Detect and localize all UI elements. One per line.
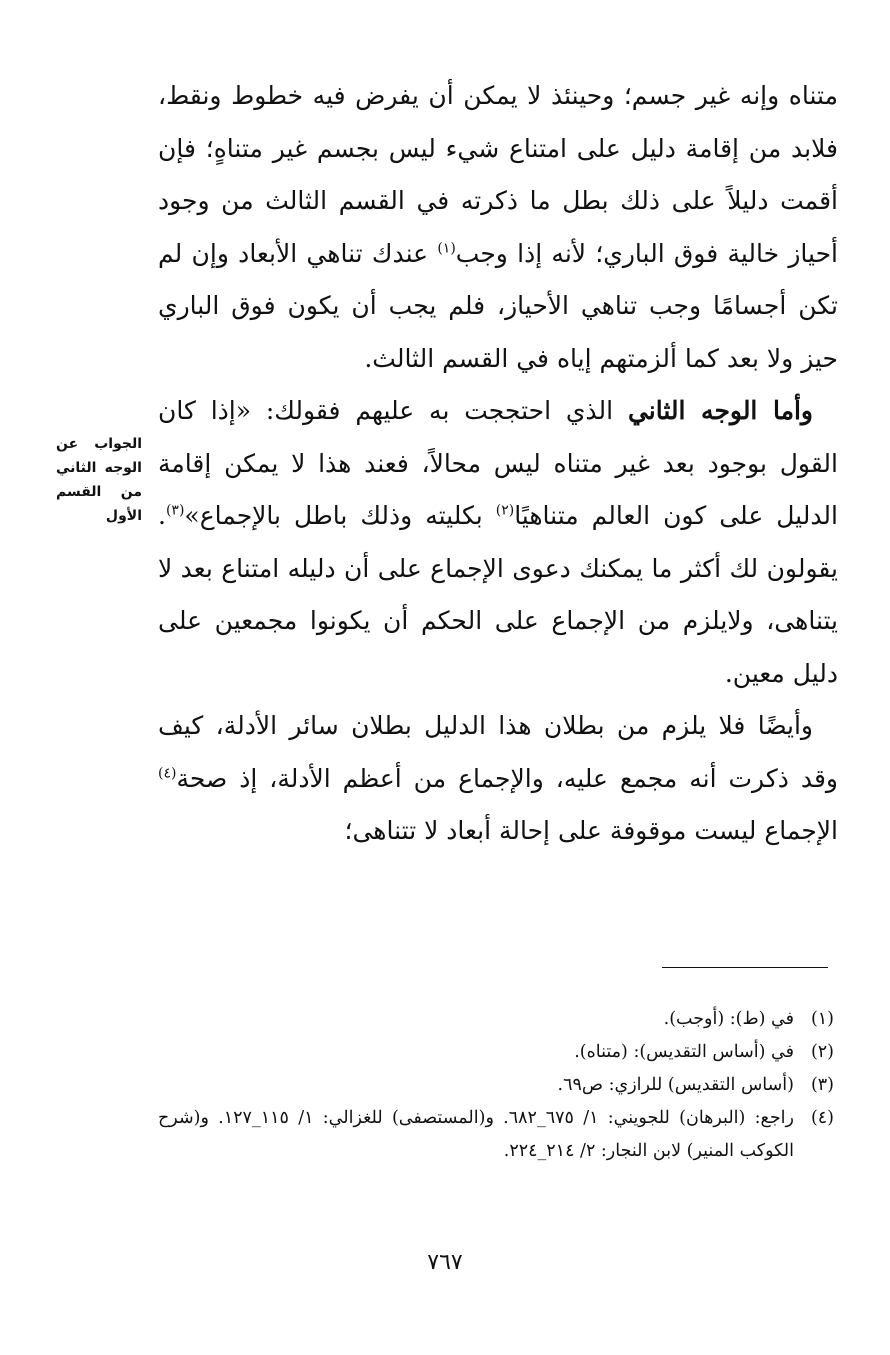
paragraph-text: متناه وإنه غير جسم؛ وحينئذ لا يمكن أن يفرض فيه خطوط ونقط، فلابد من إقامة دليل على امتناع شيء ليس بجسم غير متناهٍ؛ فإن أقمت دليلاً على ذلك بطل ما ذكرته في القسم الثالث من وجود أحياز خالية فوق الباري؛ لأنه إذا وجب	[158, 81, 838, 268]
footnote-number: (١)	[810, 1009, 834, 1029]
margin-note	[56, 432, 142, 528]
paragraph-1	[158, 70, 838, 385]
footnote-number: (٤)	[810, 1108, 834, 1128]
paragraph-text: . يقولون لك أكثر ما يمكنك دعوى الإجماع على أن دليله امتناع بعد لا يتناهى، ولايلزم من الإجماع على الحكم أن يكونوا مجمعين على دليل معين.	[158, 501, 838, 688]
paragraph-2	[158, 385, 838, 700]
footnote-text: راجع: (البرهان) للجويني: ١/ ٦٧٥_٦٨٢. و(المستصفى) للغزالي: ١/ ١١٥_١٢٧. و(شرح الكوكب المنير) لابن النجار: ٢/ ٢١٤_٢٢٤.	[158, 1108, 794, 1161]
margin-note-line: من القسم	[56, 484, 142, 500]
paragraph-3	[158, 700, 838, 858]
paragraph-text: الذي احتججت به عليهم فقولك: «إذا كان القول بوجود بعد غير متناه ليس محالاً، فعند هذا لا يمكن إقامة الدليل على كون العالم متناهيًا	[158, 396, 838, 530]
margin-note-line: الوجه الثاني	[56, 460, 142, 476]
footnote-marker-3: (٣)	[165, 502, 185, 519]
footnote	[158, 1102, 834, 1168]
footnote-text: (أساس التقديس) للرازي: ص٦٩.	[557, 1075, 794, 1095]
footnote-number: (٣)	[810, 1075, 834, 1095]
footnote-marker-4: (٤)	[158, 765, 177, 782]
footnote-marker-1: (١)	[437, 240, 456, 257]
footnotes	[158, 1003, 834, 1168]
margin-note-line: الجواب عن	[56, 436, 142, 452]
bold-heading-phrase: وأما الوجه الثاني	[627, 396, 813, 425]
paragraph-text: وأيضًا فلا يلزم من بطلان هذا الدليل بطلان سائر الأدلة، كيف وقد ذكرت أنه مجمع عليه، والإجماع من أعظم الأدلة، إذ صحة	[158, 711, 838, 793]
margin-note-line: الأول	[105, 508, 142, 524]
footnote-marker-2: (٢)	[495, 502, 515, 519]
paragraph-text: عندك تناهي الأبعاد وإن لم تكن أجسامًا وجب تناهي الأحياز، فلم يجب أن يكون فوق الباري حيز ولا بعد كما ألزمتهم إياه في القسم الثالث.	[158, 238, 838, 373]
paragraph-text: بكليته وذلك باطل بالإجماع»	[184, 501, 496, 530]
main-text	[158, 70, 838, 858]
footnote-text: في (ط): (أوجب).	[663, 1009, 794, 1029]
footnote	[158, 1036, 834, 1069]
footnote	[158, 1003, 834, 1036]
paragraph-text: الإجماع ليست موقوفة على إحالة أبعاد لا تتناهى؛	[344, 816, 838, 845]
footnote-separator	[662, 967, 828, 968]
footnote	[158, 1069, 834, 1102]
page-number: ٧٦٧	[427, 1250, 463, 1275]
footnote-text: في (أساس التقديس): (متناه).	[574, 1042, 794, 1062]
footnote-number: (٢)	[810, 1042, 834, 1062]
